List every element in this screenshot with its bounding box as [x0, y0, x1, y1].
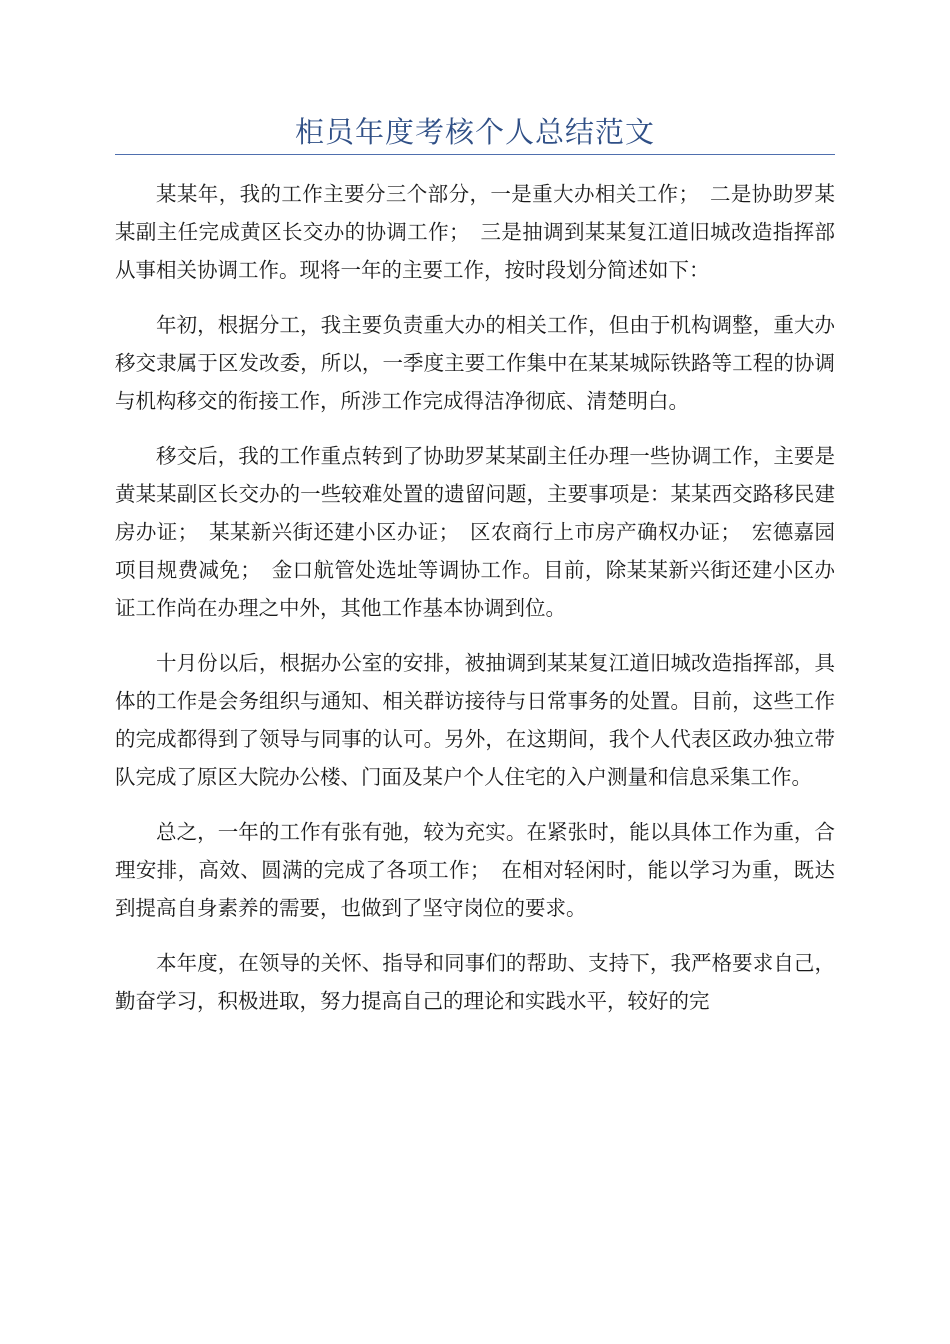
- document-page: [115, 0, 835, 1037]
- paragraph-1: 某某年，我的工作主要分三个部分，一是重大办相关工作； 二是协助罗某某副主任完成黄区长交办的协调工作； 三是抽调到某某复江道旧城改造指挥部从事相关协调工作。现将一年的主要工作，按时段划分简述如下：: [115, 182, 835, 282]
- paragraph-6: 本年度，在领导的关怀、指导和同事们的帮助、支持下，我严格要求自己，勤奋学习，积极进取，努力提高自己的理论和实践水平，较好的完: [115, 951, 835, 1013]
- paragraph-5: 总之，一年的工作有张有弛，较为充实。在紧张时，能以具体工作为重，合理安排，高效、圆满的完成了各项工作； 在相对轻闲时，能以学习为重，既达到提高自身素养的需要，也做到了坚守岗位的要求。: [115, 820, 835, 920]
- paragraph-2: 年初，根据分工，我主要负责重大办的相关工作，但由于机构调整，重大办移交隶属于区发改委，所以，一季度主要工作集中在某某城际铁路等工程的协调与机构移交的衔接工作，所涉工作完成得洁净彻底、清楚明白。: [115, 313, 835, 413]
- document-body: [115, 175, 835, 1020]
- document-title: 柜员年度考核个人总结范文: [294, 115, 655, 149]
- paragraph-4: 十月份以后，根据办公室的安排，被抽调到某某复江道旧城改造指挥部，具体的工作是会务组织与通知、相关群访接待与日常事务的处置。目前，这些工作的完成都得到了领导与同事的认可。另外，在这期间，我个人代表区政办独立带队完成了原区大院办公楼、门面及某户个人住宅的入户测量和信息采集工作。: [115, 651, 835, 789]
- paragraph-3: 移交后，我的工作重点转到了协助罗某某副主任办理一些协调工作，主要是黄某某副区长交办的一些较难处置的遗留问题，主要事项是：某某西交路移民建房办证； 某某新兴街还建小区办证； 区农商行上市房产确权办证； 宏德嘉园项目规费减免； 金口航管处选址等调协工作。目前，除某某新兴街还建小区办证工作尚在办理之中外，其他工作基本协调到位。: [115, 444, 835, 620]
- title-underline: [115, 154, 835, 155]
